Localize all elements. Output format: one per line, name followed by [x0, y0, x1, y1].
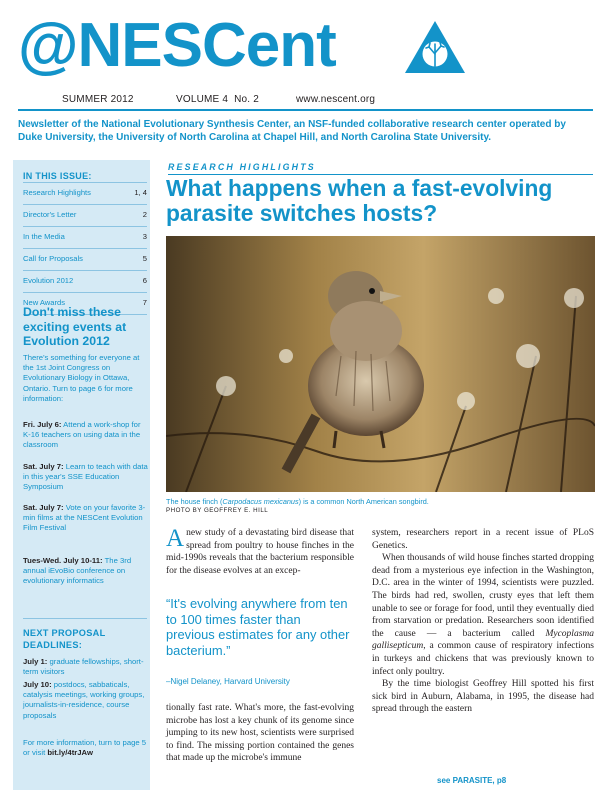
toc-item[interactable]: [23, 248, 147, 270]
article-col2: system, researchers report in a recent issue of PLoS Genetics. When thousands of wild house finches started dropping dead from a mysterious eye infection in the Washington, D.C. area in the winter of 1994, scientists were puzzled. The birds had red, swollen, crusty eyes that left them unable to see or forage for food, until they eventually died from starvation or predation. Researchers soon identified the cause — a bacterium called Mycoplasma gallisepticum, a common cause of respiratory infections in turkeys and chickens that was previously known to infect only poultry. By the time biologist Geoffrey Hill spotted his first sick bird in Auburn, Alabama, in 1995, the disease had spread through the eastern: [372, 528, 594, 715]
event-text: Vote on your favorite 3-min films at the NESCent Evolution Film Festival: [23, 503, 146, 533]
toc-item-page: 6: [142, 276, 147, 285]
deadline-item: [23, 680, 149, 721]
event-date: Sat. July 7:: [23, 462, 64, 471]
event-item: [23, 462, 149, 493]
deadline-text: postdocs, sabbaticals, catalysis meetings, working groups, journalists-in-residence, course proposals: [23, 680, 145, 720]
deadline-item: [23, 657, 149, 677]
deadlines-heading: NEXT PROPOSAL DEADLINES:: [23, 628, 106, 650]
event-text: Attend a work-shop for K-16 teachers on using data in the classroom: [23, 420, 141, 450]
event-date: Tues-Wed. July 10-11:: [23, 556, 103, 565]
event-item: [23, 420, 149, 451]
event-date: Sat. July 7:: [23, 503, 64, 512]
more-info-text: For more information, turn to page 5 or visit: [23, 738, 147, 758]
toc-item-page: 2: [142, 210, 147, 219]
event-item: [23, 556, 149, 587]
toc-item-label: Call for Proposals: [23, 254, 83, 263]
toc-item-label: In the Media: [23, 232, 65, 241]
toc-item-label: Evolution 2012: [23, 276, 74, 285]
house-finch-photo: [166, 236, 595, 492]
toc-item-label: New Awards: [23, 298, 66, 307]
toc-heading: IN THIS ISSUE:: [23, 171, 92, 181]
toc-item[interactable]: [23, 270, 147, 292]
toc-item-page: 3: [142, 232, 147, 241]
masthead-title: @NESCent: [18, 11, 336, 80]
toc-item-label: Research Highlights: [23, 188, 91, 197]
issue-website[interactable]: www.nescent.org: [296, 94, 376, 105]
drop-cap: A: [166, 525, 185, 552]
deadline-date: July 10:: [23, 680, 52, 689]
header-rule: [18, 109, 593, 111]
article-col1-top: Anew study of a devastating bird disease that spread from poultry to house finches in the mid-1990s reveals that the bacterium responsible for the disease evolves at an excep-: [166, 525, 354, 576]
article-headline: What happens when a fast-evolving parasite switches hosts?: [166, 175, 553, 226]
photo-caption: The house finch (Carpodacus mexicanus) is a common North American songbird.: [166, 497, 429, 506]
events-intro: There's something for everyone at the 1st Joint Congress on Evolutionary Biology in Ottawa, Ontario. Turn to page 6 for more information:: [23, 353, 140, 403]
event-date: Fri. July 6:: [23, 420, 62, 429]
toc-item-page: 5: [142, 254, 147, 263]
issue-season: SUMMER 2012: [62, 94, 134, 105]
toc-item[interactable]: [23, 226, 147, 248]
deadline-divider: [23, 618, 147, 619]
event-text: Learn to teach with data in this year's SSE Education Symposium: [23, 462, 148, 492]
event-text: The 3rd annual iEvoBio conference on evolutionary informatics: [23, 556, 132, 586]
newsletter-tagline: Newsletter of the National Evolutionary Synthesis Center, an NSF-funded collaborative research center operated by Duke University, the University of North Carolina at Chapel Hill, and North Carolina State University.: [18, 119, 566, 143]
more-info-link[interactable]: bit.ly/4trJAw: [47, 748, 93, 758]
deadline-text: graduate fellowships, short-term visitors: [23, 657, 144, 677]
toc-item[interactable]: [23, 182, 147, 204]
section-label: RESEARCH HIGHLIGHTS: [168, 162, 316, 172]
nescent-tree-logo: [404, 20, 466, 74]
continued-link[interactable]: see PARASITE, p8: [437, 776, 507, 785]
issue-volume: VOLUME 4 No. 2: [176, 94, 260, 105]
pull-quote: “It's evolving anywhere from ten to 100 times faster than previous estimates for any other bacterium.”: [166, 596, 350, 658]
toc-item-label: Director's Letter: [23, 210, 77, 219]
toc-item-page: 7: [142, 298, 147, 307]
events-heading: Don't miss these exciting events at Evolution 2012: [23, 305, 127, 348]
event-item: [23, 503, 149, 534]
sidebar: [13, 160, 150, 790]
toc-item-page: 1, 4: [134, 188, 147, 197]
toc-item[interactable]: [23, 204, 147, 226]
photo-credit: PHOTO BY GEOFFREY E. HILL: [166, 507, 269, 514]
more-info: [23, 738, 149, 758]
pull-quote-attribution: –Nigel Delaney, Harvard University: [166, 677, 290, 686]
article-col1-bottom: tionally fast rate. What's more, the fast-evolving microbe has lost a key chunk of its genome since jumping to its new host, scientists were surprised to find. The missing portion contained the genes that made up the microbe's immune: [166, 703, 354, 764]
deadline-date: July 1:: [23, 657, 48, 666]
